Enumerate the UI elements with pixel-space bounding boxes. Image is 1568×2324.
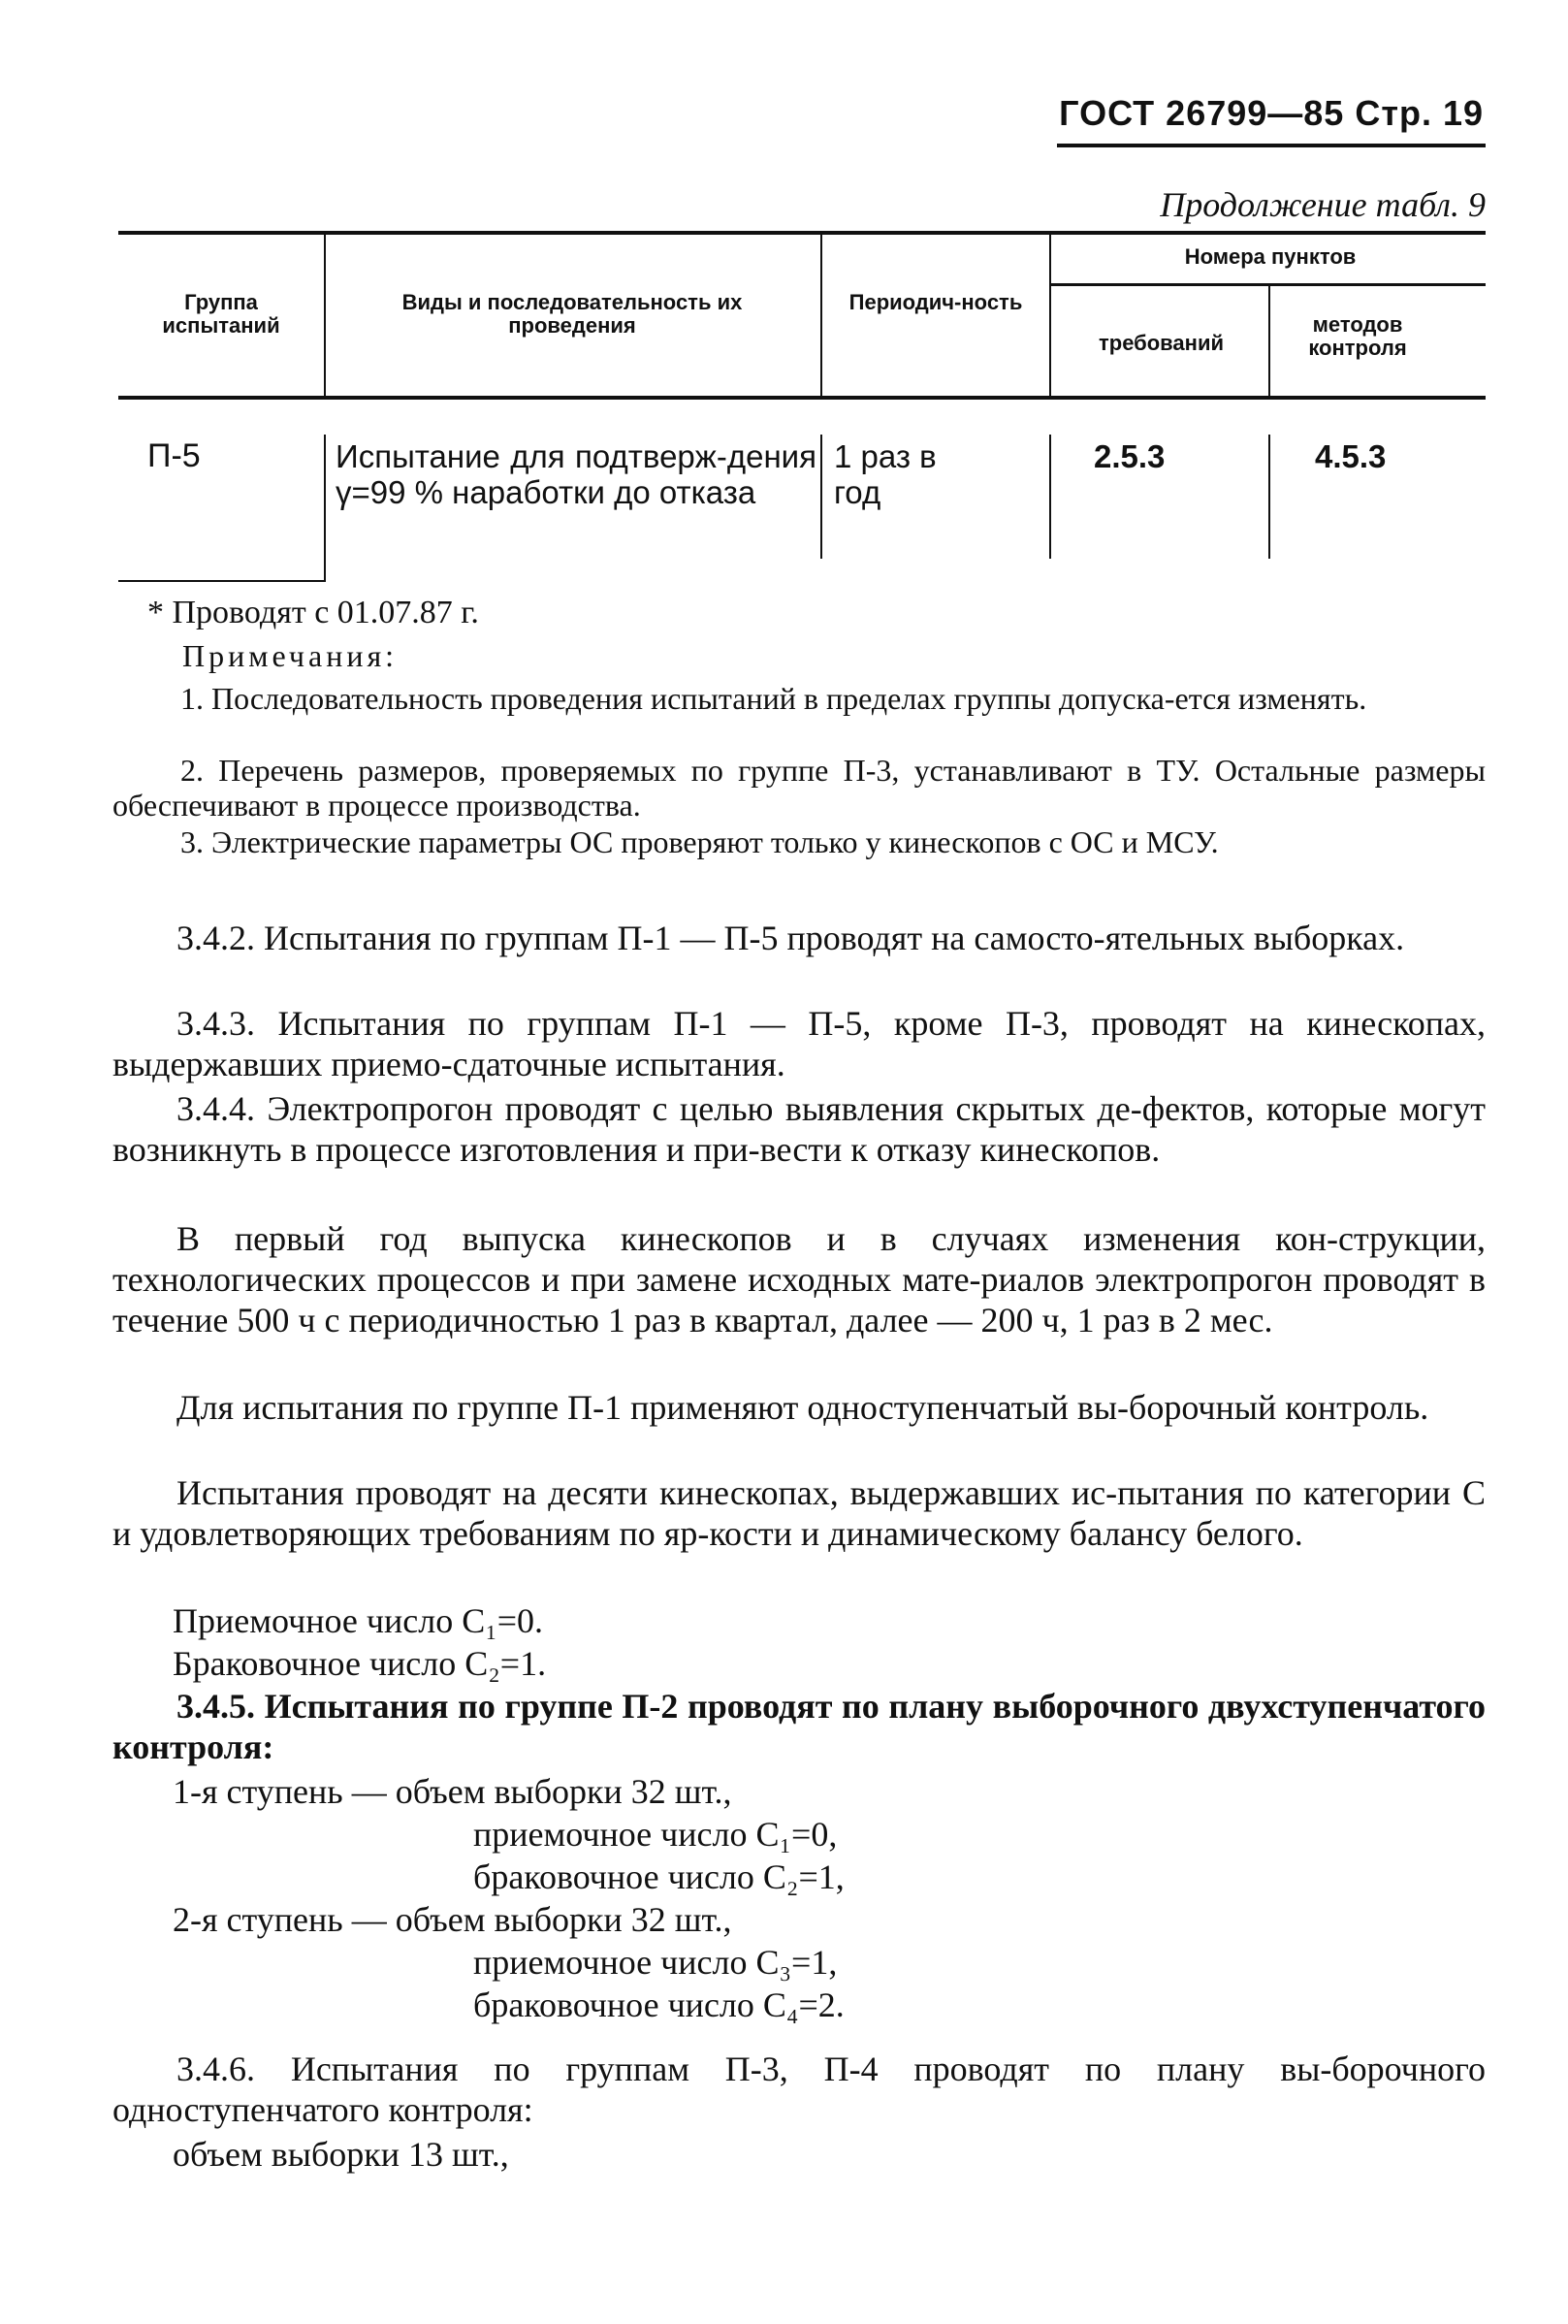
col-divider-3 — [1049, 235, 1051, 396]
col-divider-2-body — [820, 435, 822, 559]
col-divider-4-body — [1268, 435, 1270, 559]
paragraph-3-4-5: 3.4.5. Испытания по группе П-2 проводят по плану выборочного двухступенчатого контроля: — [112, 1687, 1486, 1766]
paragraph-group-p1: Для испытания по группе П-1 применяют одноступенчатый вы-борочный контроль. — [176, 1388, 1429, 1427]
note-3: 3. Электрические параметры ОС проверяют только у кинескопов с ОС и МСУ. — [180, 824, 1219, 859]
header-requirements: требований — [1099, 331, 1224, 355]
header-numbers: Номера пунктов — [1184, 244, 1357, 269]
col-divider-3-body — [1049, 435, 1051, 559]
note-2: 2. Перечень размеров, проверяемых по группе П-3, устанавливают в ТУ. Остальные размеры обеспечивают в процессе производства. — [112, 753, 1486, 823]
cell-methods: 4.5.3 — [1315, 438, 1387, 474]
acceptance-number: Приемочное число C₁=0. — [173, 1601, 544, 1640]
paragraph-3-4-6: 3.4.6. Испытания по группам П-3, П-4 проводят по плану вы-борочного одноступенчатого контроля: — [112, 2050, 1486, 2129]
rejection-number: Браковочное число C₂=1. — [173, 1644, 547, 1683]
col-divider-2 — [820, 235, 822, 396]
stage-1: 1-я ступень — объем выборки 32 шт., — [173, 1772, 732, 1811]
header-period: Периодич-ность — [848, 290, 1023, 314]
page-header: ГОСТ 26799—85 Стр. 19 — [1059, 93, 1484, 133]
stage-1-acceptance: приемочное число C₁=0, — [473, 1815, 838, 1854]
table-header-bottom-rule — [118, 396, 1486, 400]
paragraph-ten-kinescopes: Испытания проводят на десяти кинескопах, выдержавших ис-пытания по категории С и удовлетворяющих требованиям по яр-кости и динамическому балансу белого. — [112, 1473, 1486, 1553]
note-1: 1. Последовательность проведения испытаний в пределах группы допуска-ется изменять. — [180, 681, 1367, 716]
header-methods: методов контроля — [1308, 312, 1407, 360]
cell-kinds: Испытание для подтверж-дения γ=99 % наработки до отказа — [336, 438, 816, 510]
table-continuation-label: Продолжение табл. 9 — [1160, 185, 1486, 224]
stage-2-acceptance: приемочное число C₃=1, — [473, 1943, 838, 1982]
footnote: * Проводят с 01.07.87 г. — [147, 595, 479, 630]
header-group: Группа испытаний — [162, 290, 280, 338]
stage-2: 2-я ступень — объем выборки 32 шт., — [173, 1900, 732, 1939]
notes-title: Примечания: — [182, 638, 399, 673]
cell-group: П-5 — [147, 437, 201, 474]
cell-requirements: 2.5.3 — [1094, 438, 1166, 474]
table-subheader-rule — [1049, 283, 1486, 286]
table-bottom-stub — [118, 580, 324, 582]
stage-2-rejection: браковочное число C₄=2. — [473, 1985, 845, 2024]
paragraph-first-year: В первый год выпуска кинескопов и в случаях изменения кон-струкции, технологических процессов и при замене исходных мате-риалов электропрогон проводят в течение 500 ч с периодичностью 1 раз в квартал, далее — 200 ч, 1 раз в 2 мес. — [112, 1219, 1486, 1340]
col-divider-1 — [324, 235, 326, 396]
header-rule — [1057, 144, 1486, 147]
paragraph-3-4-2: 3.4.2. Испытания по группам П-1 — П-5 проводят на самосто-ятельных выборках. — [176, 919, 1405, 957]
header-kinds: Виды и последовательность их проведения — [401, 290, 743, 338]
sample-size: объем выборки 13 шт., — [173, 2135, 509, 2174]
stage-1-rejection: браковочное число C₂=1, — [473, 1857, 845, 1896]
col-divider-1-body — [324, 435, 326, 582]
col-divider-4 — [1268, 286, 1270, 396]
cell-period: 1 раз в год — [834, 438, 937, 510]
paragraph-3-4-4: 3.4.4. Электропрогон проводят с целью выявления скрытых де-фектов, которые могут возникнуть в процессе изготовления и при-вести к отказу кинескопов. — [112, 1089, 1486, 1169]
paragraph-3-4-3: 3.4.3. Испытания по группам П-1 — П-5, кроме П-3, проводят на кинескопах, выдержавших приемо-сдаточные испытания. — [112, 1004, 1486, 1083]
